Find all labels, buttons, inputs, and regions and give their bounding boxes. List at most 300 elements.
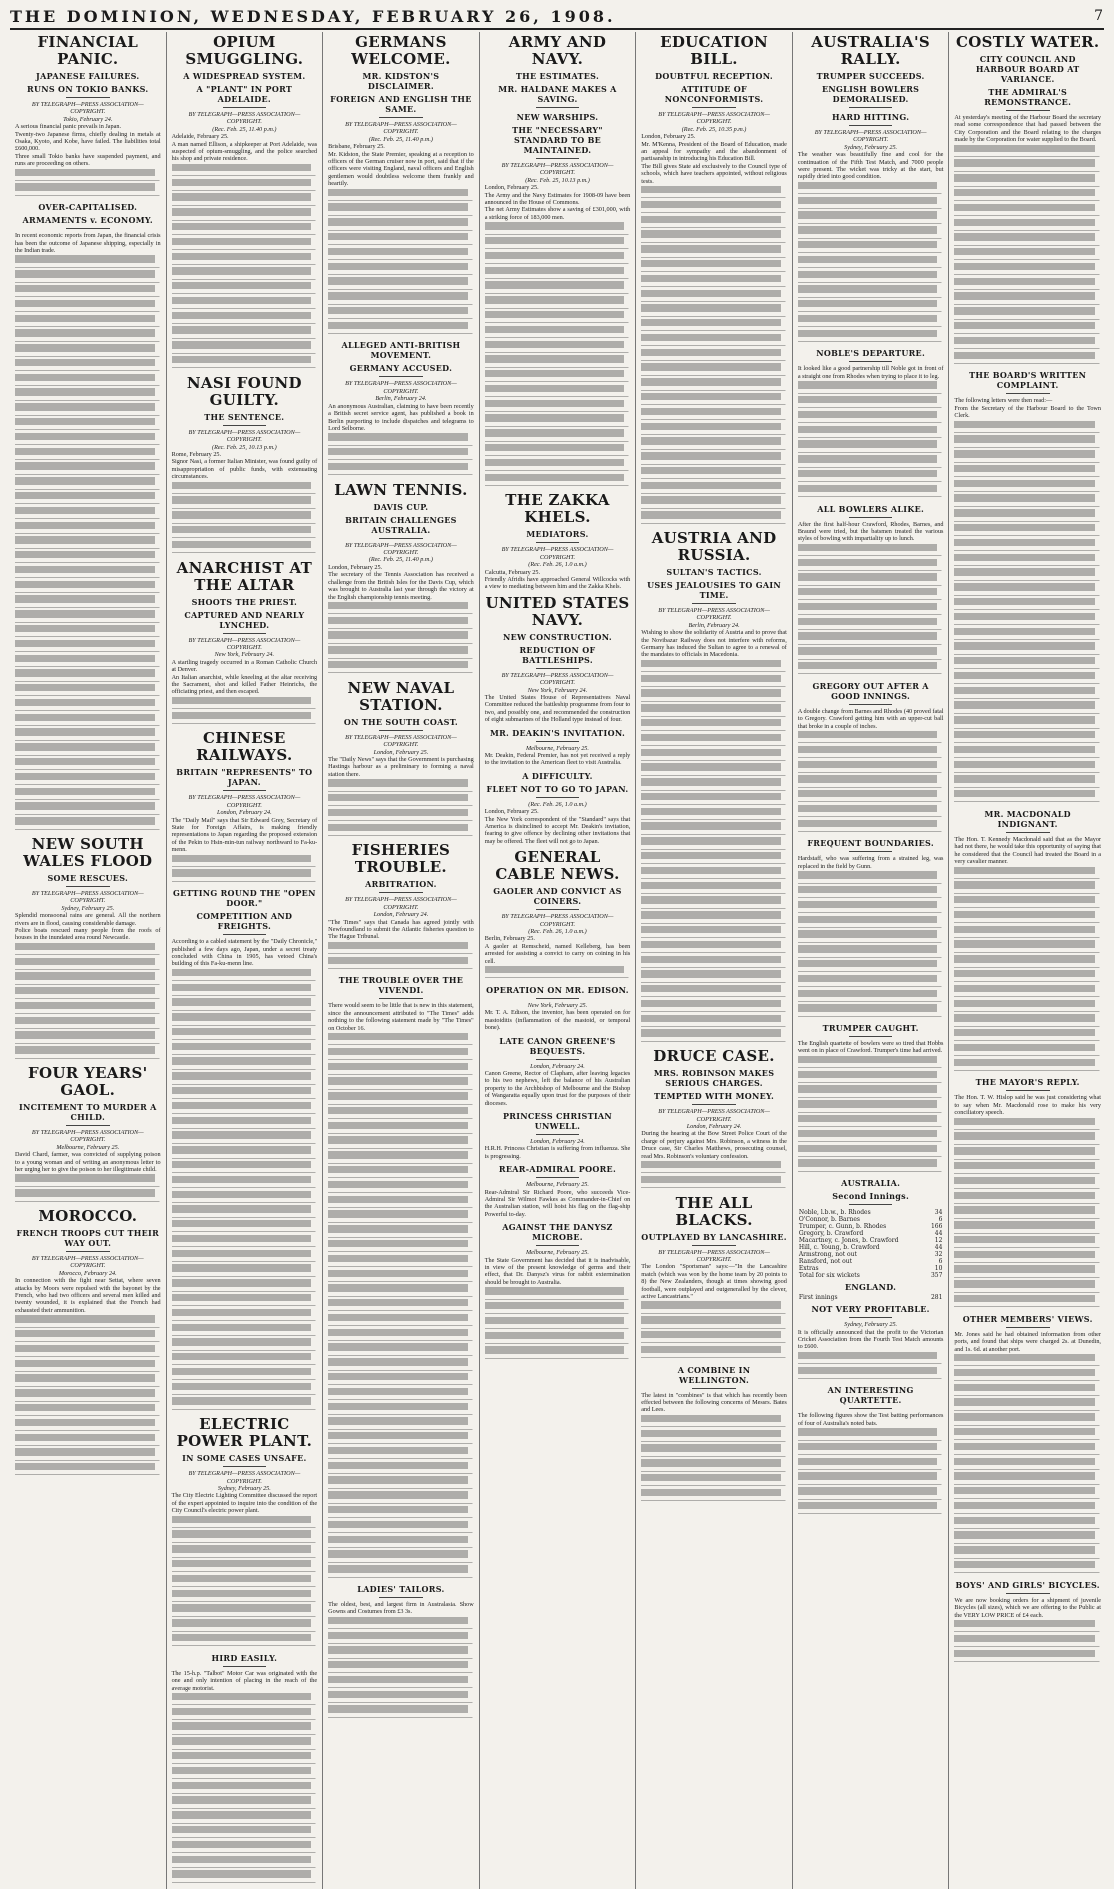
- text-line: [15, 714, 161, 721]
- text-line: [172, 869, 318, 876]
- text-line: [328, 809, 474, 816]
- text-line: [328, 1173, 474, 1180]
- article: [15, 202, 161, 832]
- text-line: [328, 801, 474, 808]
- text-line: [328, 1358, 474, 1365]
- text-line: [954, 1132, 1101, 1139]
- text-line: [328, 441, 474, 448]
- text-line: [641, 726, 787, 733]
- text-line: [798, 581, 944, 588]
- text-line: [954, 1421, 1101, 1428]
- text-line: [328, 189, 474, 196]
- subheading: BRITAIN "REPRESENTS" TO JAPAN.: [176, 767, 313, 788]
- text-line: [15, 270, 161, 277]
- scorecard-row: [798, 1244, 944, 1251]
- text-line: [641, 223, 787, 230]
- divider-rule: [536, 998, 580, 999]
- text-line: [798, 1071, 944, 1078]
- text-line: [172, 1627, 318, 1634]
- body-text-block: [172, 1516, 318, 1649]
- text-line: [15, 1002, 161, 1009]
- text-line: [328, 668, 474, 675]
- text-line: [798, 1352, 944, 1359]
- article: [485, 771, 631, 845]
- text-line: [15, 176, 161, 183]
- text-line: [15, 581, 161, 588]
- text-line: [15, 329, 161, 336]
- subheading: GETTING ROUND THE "OPEN DOOR.": [172, 888, 316, 909]
- text-line: [798, 455, 944, 462]
- text-line: [485, 1287, 631, 1294]
- headline: NEW SOUTH WALES FLOOD: [23, 834, 153, 870]
- text-line: [954, 738, 1101, 745]
- text-line: [15, 972, 161, 979]
- text-line: [798, 433, 944, 440]
- text-line: [954, 315, 1101, 322]
- divider-rule: [849, 125, 893, 126]
- text-line: [172, 1560, 318, 1567]
- text-line: [954, 701, 1101, 708]
- text-line: [485, 318, 631, 325]
- text-line: [798, 263, 944, 270]
- text-line: [641, 489, 787, 496]
- text-line: [798, 307, 944, 314]
- text-line: [954, 1007, 1101, 1014]
- article: [485, 849, 631, 981]
- text-line: [485, 1332, 631, 1339]
- body-text-block: [485, 1287, 631, 1361]
- article: [485, 112, 631, 488]
- text-line: [954, 1302, 1101, 1309]
- text-line: [954, 664, 1101, 671]
- text-line: [15, 943, 161, 950]
- text-line: [954, 1472, 1101, 1479]
- text-line: [798, 1130, 944, 1137]
- article: [798, 1023, 944, 1174]
- text-line: [328, 1055, 474, 1062]
- text-line: [641, 1430, 787, 1437]
- text-line: [954, 322, 1101, 329]
- text-line: [641, 304, 787, 311]
- text-line: [798, 1443, 944, 1450]
- text-line: [15, 573, 161, 580]
- text-line: [641, 282, 787, 289]
- article: [641, 34, 787, 526]
- text-line: [328, 1329, 474, 1336]
- text-line: [328, 1469, 474, 1476]
- text-line: [172, 1870, 318, 1877]
- body-text: After the first half-hour Crawford, Rhodes, Barnes, and Braund were tried, but the batsmen treated the various styles of bowling with impartiality up to lunch.: [797, 520, 944, 543]
- text-line: [954, 918, 1101, 925]
- text-line: [328, 329, 474, 336]
- divider-rule: [849, 107, 893, 108]
- text-line: [798, 990, 944, 997]
- place-date: (Rec. Feb. 25, 11.40 p.m.): [212, 125, 277, 133]
- text-line: [954, 790, 1101, 797]
- text-line: [798, 271, 944, 278]
- text-line: [641, 400, 787, 407]
- text-line: [172, 1700, 318, 1707]
- text-line: [15, 544, 161, 551]
- text-line: [641, 467, 787, 474]
- text-line: [798, 492, 944, 499]
- text-line: [954, 605, 1101, 612]
- subheading: AN INTERESTING QUARTETTE.: [827, 1385, 914, 1406]
- place-date: (Rec. Feb. 25, 10.13 p.m.): [212, 443, 277, 451]
- text-line: [954, 233, 1101, 240]
- text-line: [15, 788, 161, 795]
- article: [328, 1584, 474, 1720]
- text-line: [328, 1528, 474, 1535]
- text-line: [172, 877, 318, 884]
- text-line: [641, 216, 787, 223]
- text-line: [641, 275, 787, 282]
- text-line: [641, 852, 787, 859]
- text-line: [15, 802, 161, 809]
- text-line: [328, 1425, 474, 1432]
- body-text: The "Daily Mail" says that Sir Edward Grey, Secretary of State for Foreign Affairs, is making friendly representations to Japan regarding the proposed extension of the Pekin to Hsin-min-tun railway northward to Fa-ku-menn.: [171, 816, 318, 854]
- text-line: [954, 1487, 1101, 1494]
- body-text-block: [954, 1118, 1101, 1310]
- body-text: Brisbane, February 25.: [328, 143, 385, 151]
- text-line: [328, 1343, 474, 1350]
- text-line: [172, 1375, 318, 1382]
- text-line: [328, 1144, 474, 1151]
- text-line: [641, 496, 787, 503]
- text-line: [15, 388, 161, 395]
- article: [15, 1208, 161, 1478]
- text-line: [798, 588, 944, 595]
- headline: GERMANS WELCOME.: [351, 33, 451, 68]
- place-date: London, February 24.: [686, 1123, 742, 1130]
- subheading: REAR-ADMIRAL POORE.: [498, 1164, 617, 1175]
- text-line: [15, 1054, 161, 1061]
- text-line: [328, 1521, 474, 1528]
- text-line: [954, 1384, 1101, 1391]
- text-line: [172, 1848, 318, 1855]
- body-text-block: [485, 222, 631, 488]
- divider-rule: [692, 1245, 736, 1246]
- text-line: [954, 152, 1101, 159]
- place-date: London, February 24.: [530, 1137, 585, 1145]
- text-line: [15, 278, 161, 285]
- text-line: [798, 783, 944, 790]
- text-line: [798, 908, 944, 915]
- text-line: [798, 982, 944, 989]
- text-line: [798, 330, 944, 337]
- text-line: [172, 1080, 318, 1087]
- article: [954, 1314, 1101, 1576]
- text-line: [641, 941, 787, 948]
- place-date: London, February 24.: [217, 809, 272, 817]
- text-line: [798, 945, 944, 952]
- text-line: [172, 1301, 318, 1308]
- body-text: London, February 25.: [484, 808, 539, 816]
- scorecard-row: [798, 1216, 944, 1223]
- scorecard-table: [798, 1209, 944, 1279]
- text-line: [172, 1737, 318, 1744]
- text-line: [641, 1037, 787, 1044]
- text-line: [328, 1462, 474, 1469]
- text-line: [954, 1398, 1101, 1405]
- text-line: [641, 290, 787, 297]
- text-line: [328, 1033, 474, 1040]
- text-line: [798, 761, 944, 768]
- body-text-block: [485, 966, 631, 981]
- body-text-block: [954, 145, 1101, 367]
- text-line: [798, 901, 944, 908]
- text-line: [485, 304, 631, 311]
- text-line: [798, 1367, 944, 1374]
- text-line: [641, 1183, 787, 1190]
- text-line: [328, 1388, 474, 1395]
- subheading: A COMBINE IN WELLINGTON.: [677, 1364, 751, 1385]
- text-line: [328, 1713, 474, 1720]
- text-line: [641, 793, 787, 800]
- text-line: [328, 1321, 474, 1328]
- text-line: [172, 312, 318, 319]
- text-line: [15, 618, 161, 625]
- text-line: [798, 189, 944, 196]
- text-line: [798, 1115, 944, 1122]
- text-line: [15, 810, 161, 817]
- text-line: [641, 386, 787, 393]
- subheading-secondary: REDUCTION OF BATTLESHIPS.: [519, 644, 596, 665]
- text-line: [954, 1022, 1101, 1029]
- text-line: [954, 709, 1101, 716]
- text-line: [798, 211, 944, 218]
- text-line: [172, 356, 318, 363]
- text-line: [954, 450, 1101, 457]
- text-line: [485, 230, 631, 237]
- text-line: [798, 938, 944, 945]
- body-text: An Italian anarchist, while kneeling at the altar receiving the Sacrament, shot and killed Father Heinrichs, the officiating priest, and then escaped.: [171, 673, 318, 696]
- place-date: Melbourne, February 25.: [526, 1181, 589, 1189]
- body-text-block: [328, 189, 474, 337]
- text-line: [954, 761, 1101, 768]
- article: [328, 482, 474, 676]
- text-line: [172, 712, 318, 719]
- body-text-block: [328, 1033, 474, 1580]
- text-line: [798, 1108, 944, 1115]
- divider-rule: [536, 542, 580, 543]
- text-line: [641, 815, 787, 822]
- body-text: Calcutta, February 25.: [484, 568, 541, 576]
- text-line: [798, 477, 944, 484]
- body-text-block: [641, 1301, 787, 1360]
- divider-rule: [536, 668, 580, 669]
- text-line: [641, 482, 787, 489]
- text-line: [641, 1015, 787, 1022]
- article: [172, 375, 318, 556]
- subheading: INCITEMENT TO MURDER A CHILD.: [18, 1102, 157, 1122]
- text-line: [798, 603, 944, 610]
- text-line: [15, 558, 161, 565]
- text-line: [798, 595, 944, 602]
- text-line: [15, 1352, 161, 1359]
- place-date: Berlin, February 24.: [375, 395, 427, 403]
- text-line: [328, 1136, 474, 1143]
- scorecard-row: [798, 1237, 944, 1244]
- text-line: [798, 1159, 944, 1166]
- text-line: [485, 333, 631, 340]
- body-text-block: [172, 164, 318, 371]
- text-line: [172, 504, 318, 511]
- text-line: [172, 1745, 318, 1752]
- text-line: [954, 591, 1101, 598]
- subheading: MRS. ROBINSON MAKES SERIOUS CHARGES.: [653, 1068, 775, 1089]
- body-text: The "Daily News" says that the Government is purchasing Hastings harbour as a preliminary to forming a naval station there.: [328, 756, 474, 778]
- subheading: ALL BOWLERS ALIKE.: [817, 503, 925, 514]
- text-line: [15, 477, 161, 484]
- divider-rule: [1006, 393, 1050, 394]
- article: [798, 348, 944, 499]
- dateline: BY TELEGRAPH—PRESS ASSOCIATION—COPYRIGHT.: [658, 1248, 770, 1263]
- text-line: [641, 970, 787, 977]
- headline: COSTLY WATER.: [956, 33, 1100, 51]
- text-line: [485, 281, 631, 288]
- text-line: [798, 1100, 944, 1107]
- text-line: [798, 640, 944, 647]
- text-line: [328, 1632, 474, 1639]
- subheading-secondary: CAPTURED AND NEARLY LYNCHED.: [184, 609, 305, 630]
- text-line: [954, 985, 1101, 992]
- text-line: [954, 1509, 1101, 1516]
- text-line: [798, 746, 944, 753]
- text-line: [15, 322, 161, 329]
- text-line: [641, 1353, 787, 1360]
- headline: ELECTRIC POWER PLANT.: [176, 1415, 313, 1451]
- text-line: [954, 583, 1101, 590]
- dateline: BY TELEGRAPH—PRESS ASSOCIATION—COPYRIGHT.: [345, 896, 457, 911]
- column-5: [636, 32, 793, 1889]
- body-text: Rear-Admiral Sir Richard Poore, who succeeds Vice-Admiral Sir Wilmot Fawkes as Commander-in-Chief on the Australian station, will hoist his flag on the flag-ship Powerful to-day.: [484, 1188, 631, 1218]
- text-line: [328, 1114, 474, 1121]
- text-line: [641, 1309, 787, 1316]
- divider-rule: [379, 730, 423, 731]
- divider-rule: [1006, 832, 1050, 833]
- text-line: [15, 1345, 161, 1352]
- text-line: [172, 275, 318, 282]
- subheading: DAVIS CUP.: [373, 501, 429, 512]
- text-line: [954, 458, 1101, 465]
- divider-rule: [849, 704, 893, 705]
- body-text: Twenty-two Japanese firms, chiefly dealing in metals at Osaka, Kyoto, and Kobe, have failed. The liabilities total £600,000.: [15, 130, 161, 153]
- text-line: [954, 435, 1101, 442]
- text-line: [954, 531, 1101, 538]
- text-line: [954, 1376, 1101, 1383]
- divider-rule: [849, 851, 893, 852]
- text-line: [798, 285, 944, 292]
- text-line: [328, 455, 474, 462]
- subheading-secondary: TEMPTED WITH MONEY.: [654, 1091, 775, 1102]
- text-line: [641, 682, 787, 689]
- text-line: [641, 919, 787, 926]
- text-line: [15, 1315, 161, 1322]
- divider-rule: [849, 1036, 893, 1037]
- column-6: [793, 32, 950, 1889]
- text-line: [641, 326, 787, 333]
- headline: LAWN TENNIS.: [334, 480, 468, 499]
- divider-rule: [536, 1059, 580, 1060]
- text-line: [798, 893, 944, 900]
- text-line: [328, 248, 474, 255]
- text-line: [172, 1619, 318, 1626]
- subheading: ON THE SOUTH COAST.: [343, 716, 459, 727]
- text-line: [954, 1029, 1101, 1036]
- text-line: [641, 423, 787, 430]
- text-line: [15, 255, 161, 262]
- batsman-name: Hill, c. Young, b. Crawford: [798, 1244, 880, 1252]
- text-line: [172, 1405, 318, 1412]
- text-line: [328, 1151, 474, 1158]
- text-line: [172, 1368, 318, 1375]
- text-line: [172, 164, 318, 171]
- divider-rule: [536, 1177, 580, 1178]
- subheading: TRUMPER CAUGHT.: [822, 1023, 919, 1034]
- text-line: [798, 226, 944, 233]
- text-line: [641, 1474, 787, 1481]
- text-line: [172, 1383, 318, 1390]
- text-line: [328, 624, 474, 631]
- place-date: Melbourne, February 25.: [526, 744, 589, 752]
- column-4: [480, 32, 637, 1889]
- text-line: [172, 1353, 318, 1360]
- article: [954, 1580, 1101, 1665]
- headline: EDUCATION BILL.: [660, 33, 769, 68]
- dateline: BY TELEGRAPH—PRESS ASSOCIATION—COPYRIGHT.: [345, 541, 457, 557]
- text-line: [172, 1287, 318, 1294]
- divider-rule: [379, 117, 423, 118]
- text-line: [328, 1668, 474, 1675]
- divider-rule: [536, 909, 580, 910]
- text-line: [954, 1450, 1101, 1457]
- text-line: [172, 1634, 318, 1641]
- text-line: [328, 1705, 474, 1712]
- text-line: [172, 1767, 318, 1774]
- column-7: [949, 32, 1106, 1889]
- place-date: (Rec. Feb. 25, 10.13 p.m.): [525, 176, 590, 184]
- text-line: [328, 824, 474, 831]
- text-line: [798, 805, 944, 812]
- text-line: [172, 1272, 318, 1279]
- body-text: London, February 25.: [641, 133, 696, 141]
- headline: UNITED STATES NAVY.: [485, 593, 630, 629]
- subheading: IN SOME CASES UNSAFE.: [182, 1453, 307, 1464]
- divider-rule: [536, 797, 580, 798]
- divider-rule: [1006, 110, 1050, 111]
- headline: FOUR YEARS' GAOL.: [28, 1064, 148, 1099]
- place-date: Sydney, February 25.: [217, 1485, 271, 1493]
- text-line: [954, 1650, 1101, 1657]
- text-line: [954, 352, 1101, 359]
- text-line: [954, 955, 1101, 962]
- text-line: [954, 1458, 1101, 1465]
- text-line: [15, 595, 161, 602]
- text-line: [328, 1092, 474, 1099]
- text-line: [172, 1109, 318, 1116]
- text-line: [641, 253, 787, 260]
- text-line: [15, 1463, 161, 1470]
- text-line: [954, 911, 1101, 918]
- text-line: [798, 1374, 944, 1381]
- body-text: The oldest, best, and largest firm in Australasia. Show Gowns and Costumes from £3 3s.: [328, 1600, 474, 1616]
- text-line: [798, 790, 944, 797]
- body-text-block: [954, 867, 1101, 1074]
- headline: FINANCIAL PANIC.: [37, 33, 139, 68]
- text-line: [15, 825, 161, 832]
- text-line: [954, 189, 1101, 196]
